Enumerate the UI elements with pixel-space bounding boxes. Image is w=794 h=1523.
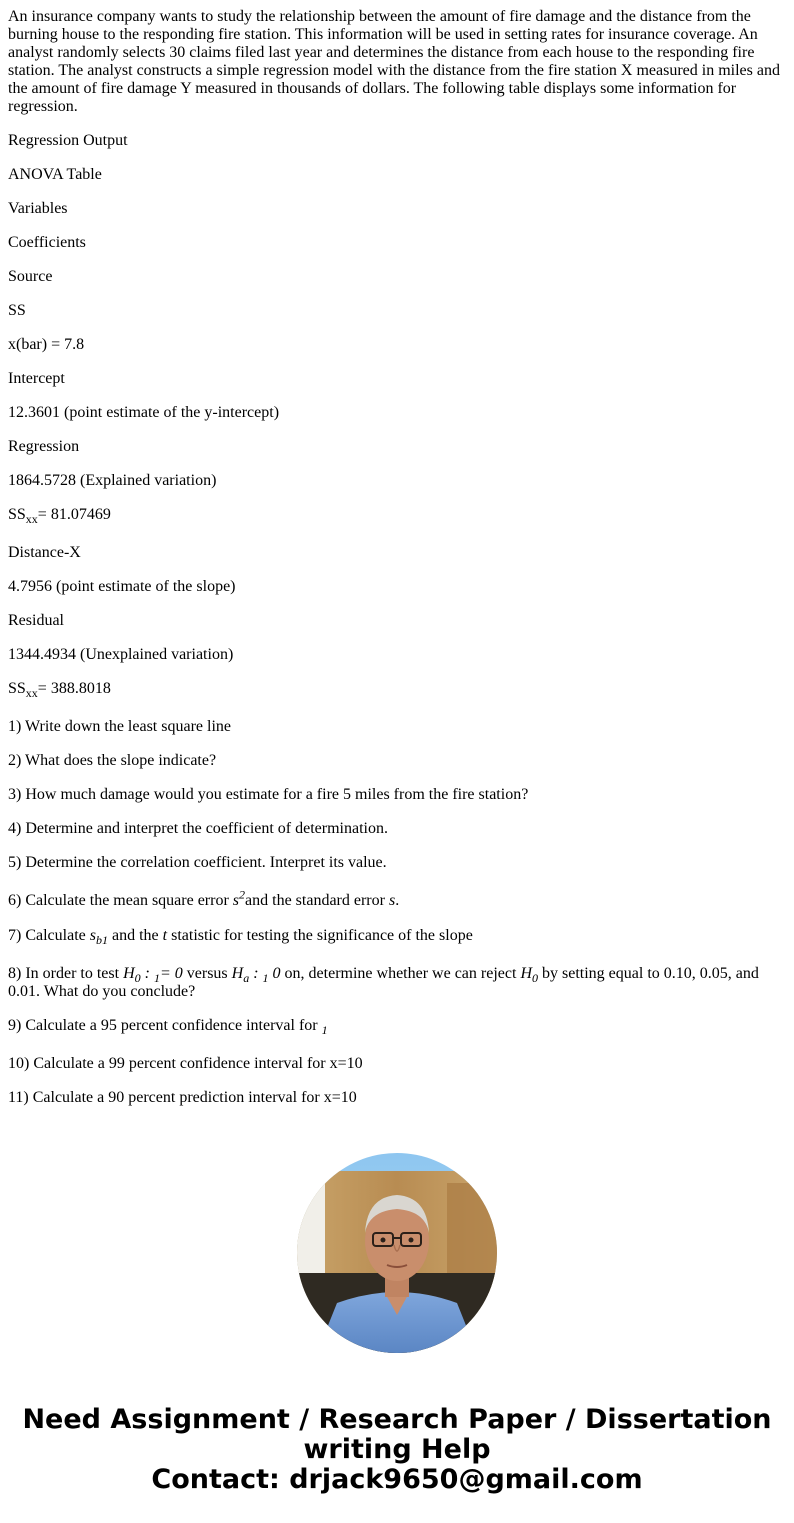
q8-sub: 0 xyxy=(134,971,141,986)
footer-banner xyxy=(0,1405,794,1495)
ssxx-value: = 388.8018 xyxy=(37,680,111,697)
table-line: Regression xyxy=(8,438,80,455)
q8-sub: 0 xyxy=(532,971,538,986)
ssxx-subscript: xx xyxy=(25,686,38,701)
footer-line: writing Help xyxy=(303,1434,491,1465)
q8-eq: = 0 xyxy=(159,965,183,982)
question-5: 5) Determine the correlation coefficient. Interpret its value. xyxy=(8,854,387,871)
q8-h: H xyxy=(520,965,532,982)
q7-t: t xyxy=(162,927,168,944)
ssxx-subscript: xx xyxy=(25,512,38,527)
table-line: Intercept xyxy=(8,370,65,387)
q6-sup: 2 xyxy=(239,887,246,902)
table-line: 1864.5728 (Explained variation) xyxy=(8,472,217,489)
q8-text: versus xyxy=(182,965,232,982)
table-line: Residual xyxy=(8,612,64,629)
q6-text: 6) Calculate the mean square error xyxy=(8,892,233,909)
question-6 xyxy=(8,887,786,910)
table-line: Regression Output xyxy=(8,132,128,149)
q8-sub: 1 xyxy=(153,971,160,986)
q7-text: and the xyxy=(107,927,163,944)
document-body xyxy=(8,8,786,1123)
table-line: Coefficients xyxy=(8,234,86,251)
table-line: Distance-X xyxy=(8,544,81,561)
q8-colon: : xyxy=(140,965,154,982)
q8-sub: 1 xyxy=(262,971,269,986)
ssxx-prefix: SS xyxy=(8,680,26,697)
q8-colon: : xyxy=(249,965,263,982)
ssxx-line xyxy=(8,680,786,701)
table-line: ANOVA Table xyxy=(8,166,102,183)
ssxx-line xyxy=(8,506,786,527)
q9-sub: 1 xyxy=(321,1023,328,1038)
question-4: 4) Determine and interpret the coefficient of determination. xyxy=(8,820,388,837)
question-8 xyxy=(8,965,786,1001)
ssxx-value: = 81.07469 xyxy=(37,506,111,523)
table-line: Source xyxy=(8,268,53,285)
q8-sub: a xyxy=(243,971,250,986)
question-11: 11) Calculate a 90 percent prediction interval for x=10 xyxy=(8,1089,357,1106)
q7-text: statistic for testing the significance of the slope xyxy=(167,927,473,944)
table-line: Variables xyxy=(8,200,68,217)
q6-text: and the standard error xyxy=(245,892,389,909)
q7-s: s xyxy=(89,927,96,944)
q7-sub: b1 xyxy=(95,933,108,948)
table-line: 12.3601 (point estimate of the y-intercept) xyxy=(8,404,280,421)
q9-text: 9) Calculate a 95 percent confidence interval for xyxy=(8,1017,322,1034)
q8-h: H xyxy=(231,965,244,982)
avatar-portrait-icon xyxy=(297,1153,497,1353)
question-10: 10) Calculate a 99 percent confidence interval for x=10 xyxy=(8,1055,363,1072)
table-line: 1344.4934 (Unexplained variation) xyxy=(8,646,234,663)
q8-text: 8) In order to test xyxy=(8,965,124,982)
avatar xyxy=(297,1153,497,1353)
question-7 xyxy=(8,927,786,948)
table-line: x(bar) = 7.8 xyxy=(8,336,85,353)
footer-contact: Contact: drjack9650@gmail.com xyxy=(151,1464,643,1495)
q8-text: by setting equal to 0.10, 0.05, and 0.01. What do you conclude? xyxy=(8,965,759,1000)
q7-text: 7) Calculate xyxy=(8,927,90,944)
table-line: 4.7956 (point estimate of the slope) xyxy=(8,578,236,595)
q8-text: on, determine whether we can reject xyxy=(280,965,521,982)
q6-text: . xyxy=(395,892,400,909)
ssxx-prefix: SS xyxy=(8,506,26,523)
q8-eq: 0 xyxy=(268,965,281,982)
table-line: SS xyxy=(8,302,26,319)
q8-h: H xyxy=(123,965,135,982)
footer-line: Need Assignment / Research Paper / Dissertation xyxy=(22,1404,772,1435)
question-9 xyxy=(8,1017,786,1038)
question-1: 1) Write down the least square line xyxy=(8,718,231,735)
q6-s: s xyxy=(388,892,396,909)
question-2: 2) What does the slope indicate? xyxy=(8,752,217,769)
q6-s: s xyxy=(232,892,240,909)
question-3: 3) How much damage would you estimate for a fire 5 miles from the fire station? xyxy=(8,786,529,803)
intro-paragraph: An insurance company wants to study the relationship between the amount of fire damage and the distance from the burning house to the responding fire station. This information will be used in setting rates for insurance coverage. An analyst randomly selects 30 claims filed last year and determines the distance from each house to the responding fire station. The analyst constructs a simple regression model with the distance from the fire station X measured in miles and the amount of fire damage Y measured in thousands of dollars. The following table displays some information for regression. xyxy=(8,8,780,115)
